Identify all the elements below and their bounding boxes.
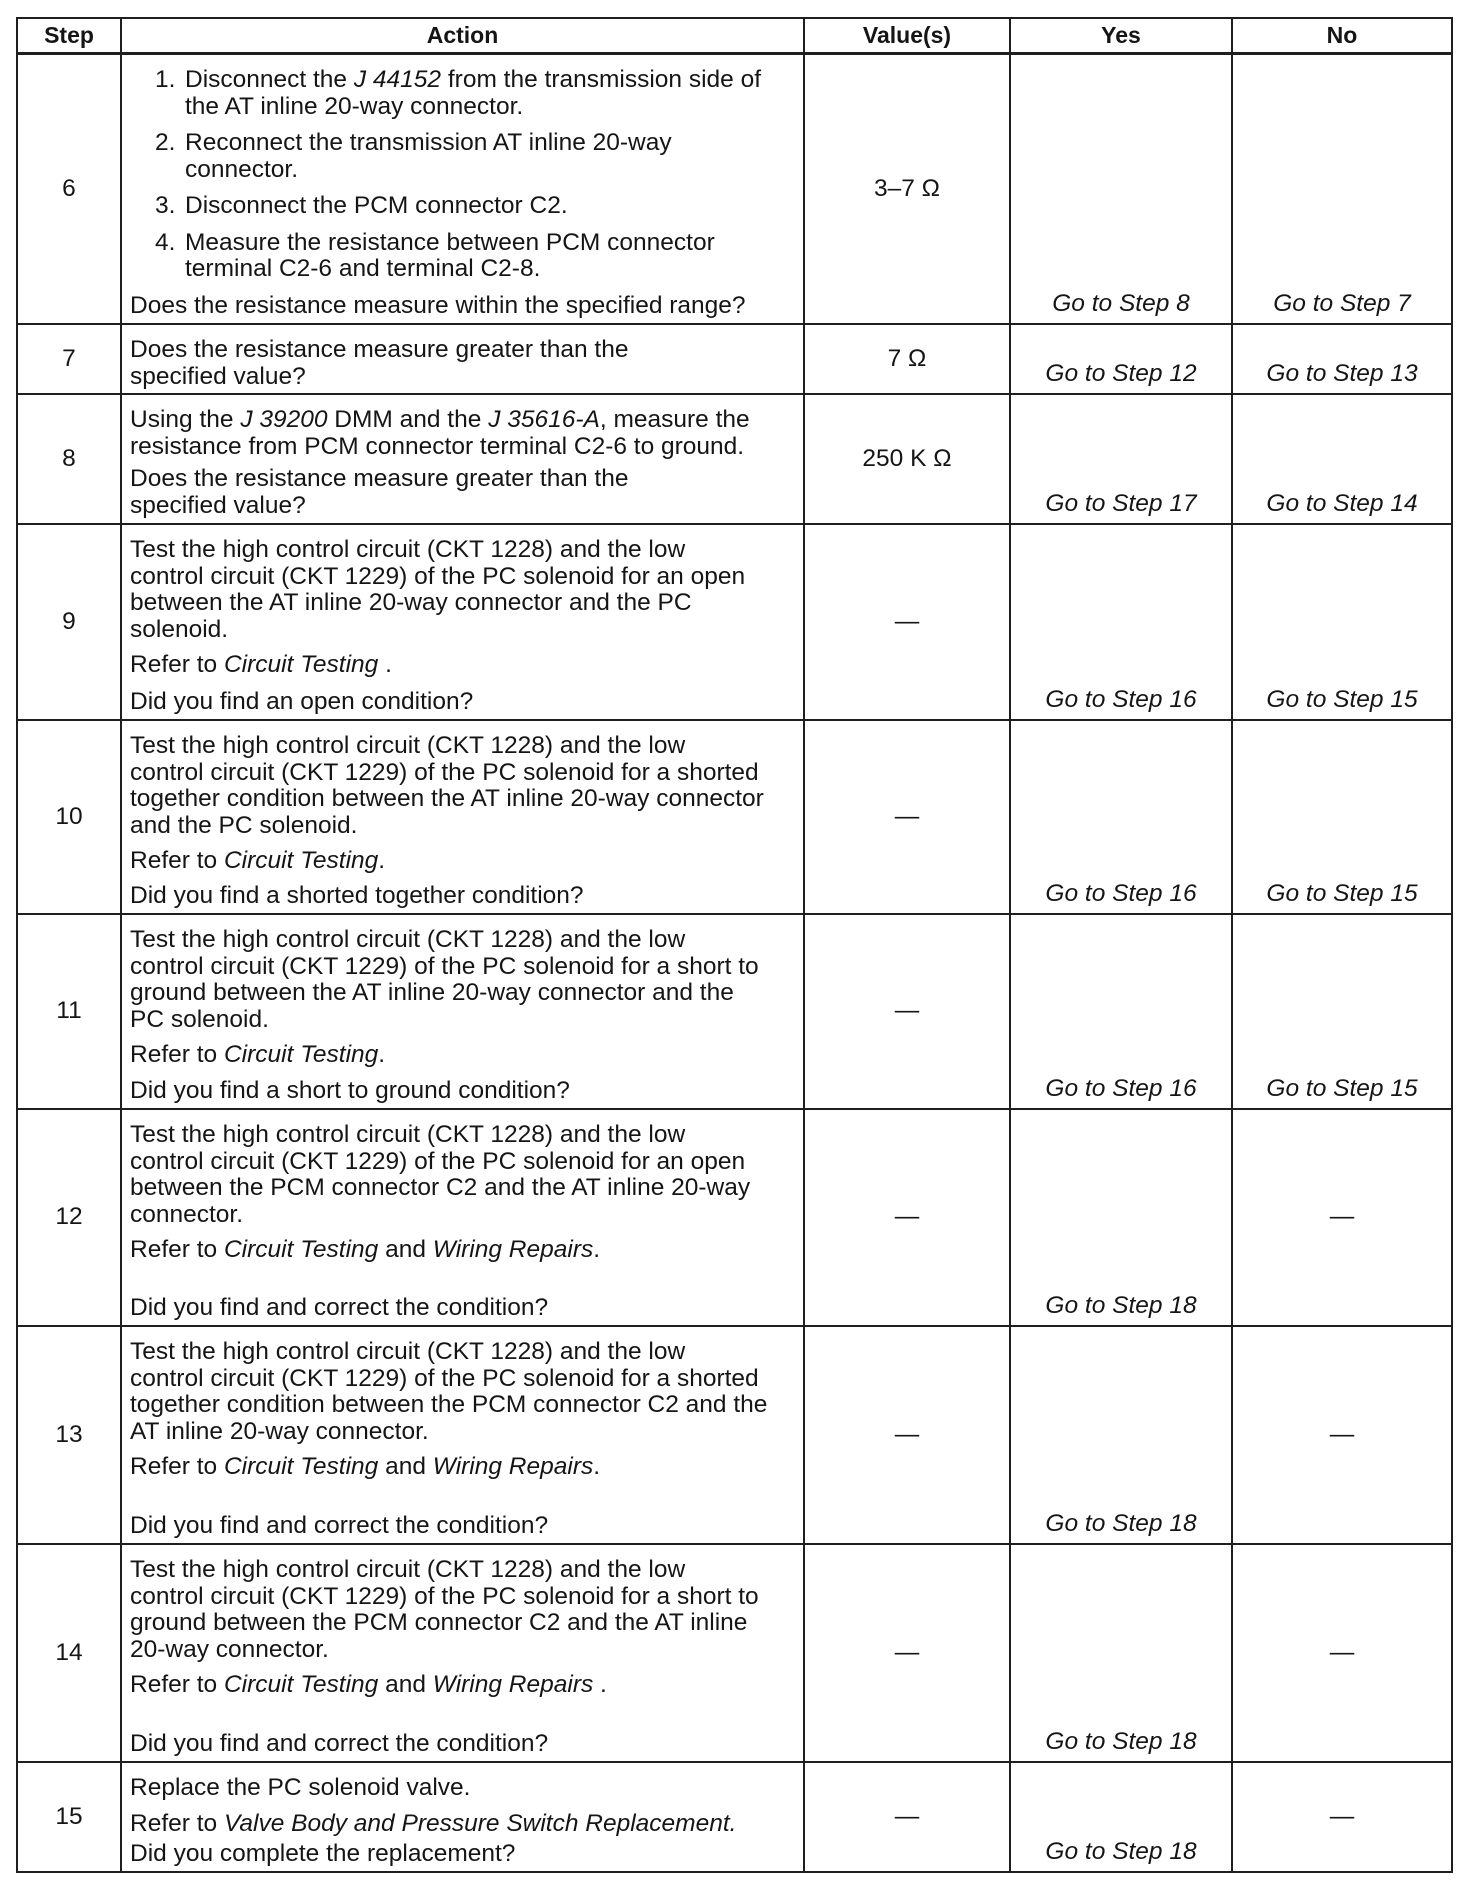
action-text xyxy=(130,536,745,643)
value-text: — xyxy=(894,1638,920,1666)
no-cell xyxy=(1233,1327,1451,1543)
action-text xyxy=(130,1671,607,1698)
action-question: Did you find and correct the condition? xyxy=(130,1511,549,1539)
text-segment: Measure the resistance between PCM connector terminal C2-6 and terminal C2-8. xyxy=(185,228,715,282)
value-cell xyxy=(805,525,1011,719)
table-row xyxy=(18,915,1451,1110)
action-text xyxy=(130,1338,767,1445)
no-cell xyxy=(1233,395,1451,523)
action-text xyxy=(185,193,797,220)
yes-cell xyxy=(1011,915,1233,1108)
yes-result: Go to Step 16 xyxy=(1045,685,1197,713)
yes-result: Go to Step 18 xyxy=(1045,1837,1197,1865)
action-question: Does the resistance measure greater than the specified value? xyxy=(130,465,629,519)
no-result: Go to Step 15 xyxy=(1266,685,1418,713)
value-text: — xyxy=(894,1420,920,1448)
action-cell xyxy=(122,325,805,393)
no-result: — xyxy=(1329,1420,1355,1448)
text-segment: from the transmission side of the AT inline 20-way connector. xyxy=(185,66,762,120)
text-segment: DMM and the xyxy=(327,406,489,433)
action-question: Did you complete the replacement? xyxy=(130,1839,516,1867)
text-segment: Using the xyxy=(130,406,241,433)
text-segment: Test the high control circuit (CKT 1228) and the low control circuit (CKT 1229) of the PC solenoid for a short to ground between the AT inline 20-way connector and the PC solenoid. xyxy=(130,926,759,1033)
table-row xyxy=(18,1110,1451,1327)
table-row xyxy=(18,1327,1451,1545)
action-text xyxy=(130,406,750,460)
value-cell xyxy=(805,1763,1011,1871)
action-cell xyxy=(122,55,805,323)
yes-result: Go to Step 12 xyxy=(1045,359,1197,387)
italic-reference: Circuit Testing xyxy=(223,651,379,678)
value-cell xyxy=(805,55,1011,323)
header-action: Action xyxy=(122,19,805,52)
action-text xyxy=(185,130,797,183)
header-values: Value(s) xyxy=(805,19,1011,52)
table-row xyxy=(18,525,1451,721)
table-header-row xyxy=(18,19,1451,55)
text-segment: Refer to xyxy=(130,1041,224,1068)
text-segment: Refer to xyxy=(130,651,224,678)
yes-result: Go to Step 8 xyxy=(1052,289,1190,317)
value-cell xyxy=(805,325,1011,393)
no-cell xyxy=(1233,525,1451,719)
action-text xyxy=(130,1556,759,1663)
action-paragraph xyxy=(130,733,797,839)
italic-reference: Wiring Repairs xyxy=(432,1236,594,1263)
value-text: — xyxy=(894,997,920,1025)
action-paragraph xyxy=(130,1339,797,1445)
italic-reference: J 39200 xyxy=(240,406,328,433)
yes-cell xyxy=(1011,1327,1233,1543)
action-text xyxy=(130,1041,385,1068)
italic-reference: Circuit Testing xyxy=(223,1453,379,1480)
step-number: 8 xyxy=(62,444,76,472)
action-text xyxy=(130,1236,600,1263)
action-cell xyxy=(122,1327,805,1543)
text-segment: Reconnect the transmission AT inline 20-way connector. xyxy=(185,129,672,183)
no-cell xyxy=(1233,1763,1451,1871)
step-number: 15 xyxy=(55,1802,83,1830)
action-paragraph xyxy=(130,1557,797,1663)
action-text xyxy=(130,732,764,839)
action-text xyxy=(130,1453,600,1480)
table-row xyxy=(18,55,1451,325)
table-row xyxy=(18,395,1451,525)
list-number: 4. xyxy=(155,228,176,256)
action-cell xyxy=(122,915,805,1108)
action-text xyxy=(130,847,385,874)
action-paragraph xyxy=(130,1672,797,1699)
action-text xyxy=(130,926,759,1033)
no-cell xyxy=(1233,55,1451,323)
value-text: 250 K Ω xyxy=(862,444,952,472)
value-text: — xyxy=(894,1203,920,1231)
yes-cell xyxy=(1011,721,1233,913)
text-segment: Refer to xyxy=(130,847,224,874)
yes-result: Go to Step 16 xyxy=(1045,879,1197,907)
text-segment: , measure the resistance from PCM connector terminal C2-6 to ground. xyxy=(130,406,750,460)
action-cell xyxy=(122,1545,805,1761)
header-no: No xyxy=(1326,22,1358,49)
text-segment: . xyxy=(593,1671,607,1698)
header-step: Step xyxy=(18,19,122,52)
action-question: Did you find a shorted together condition? xyxy=(130,881,584,909)
action-cell xyxy=(122,1763,805,1871)
table-row xyxy=(18,1545,1451,1763)
no-result: Go to Step 15 xyxy=(1266,879,1418,907)
italic-reference: Circuit Testing xyxy=(223,1041,379,1068)
text-segment: . xyxy=(593,1236,601,1263)
action-text xyxy=(185,230,797,283)
yes-result: Go to Step 18 xyxy=(1045,1509,1197,1537)
action-paragraph xyxy=(130,407,797,460)
text-segment: Test the high control circuit (CKT 1228) and the low control circuit (CKT 1229) of the PC solenoid for a short to ground between the PCM connector C2 and the AT inline 20-way connector. xyxy=(130,1556,759,1663)
text-segment: Disconnect the PCM connector C2. xyxy=(185,192,568,219)
text-segment: . xyxy=(593,1453,601,1480)
yes-cell xyxy=(1011,1763,1233,1871)
text-segment: Test the high control circuit (CKT 1228) and the low control circuit (CKT 1229) of the PC solenoid for an open between the PCM connector C2 and the AT inline 20-way connector. xyxy=(130,1121,751,1228)
yes-result: Go to Step 18 xyxy=(1045,1727,1197,1755)
action-cell xyxy=(122,395,805,523)
action-paragraph xyxy=(130,1237,797,1264)
step-number: 7 xyxy=(62,344,76,372)
no-cell xyxy=(1233,915,1451,1108)
action-cell xyxy=(122,1110,805,1325)
yes-result: Go to Step 17 xyxy=(1045,489,1197,517)
yes-cell xyxy=(1011,395,1233,523)
text-segment: Test the high control circuit (CKT 1228) and the low control circuit (CKT 1229) of the PC solenoid for a shorted together condition between the AT inline 20-way connector and the PC solenoid. xyxy=(130,732,764,839)
italic-reference: J 35616-A xyxy=(488,406,600,433)
text-segment: Refer to xyxy=(130,1453,224,1480)
no-result: Go to Step 7 xyxy=(1273,289,1411,317)
no-result: — xyxy=(1329,1203,1355,1231)
header-yes: Yes xyxy=(1011,19,1233,52)
action-paragraph xyxy=(130,927,797,1033)
action-paragraph xyxy=(130,848,797,875)
value-cell xyxy=(805,395,1011,523)
no-result: — xyxy=(1329,1638,1355,1666)
step-number: 13 xyxy=(55,1420,83,1448)
step-cell xyxy=(18,325,122,393)
value-text: — xyxy=(894,1802,920,1830)
action-list-item xyxy=(130,130,797,183)
text-segment: . xyxy=(378,1041,386,1068)
text-segment: and xyxy=(378,1453,433,1480)
action-question: Did you find a short to ground condition? xyxy=(130,1076,570,1104)
no-cell xyxy=(1233,325,1451,393)
step-number: 11 xyxy=(56,997,82,1025)
action-text xyxy=(185,67,797,120)
text-segment: and xyxy=(378,1236,433,1263)
italic-reference: Wiring Repairs xyxy=(432,1671,594,1698)
table-row xyxy=(18,1763,1451,1873)
action-paragraph xyxy=(130,1454,797,1481)
italic-reference: Circuit Testing xyxy=(223,1671,379,1698)
table-row xyxy=(18,325,1451,395)
list-number: 3. xyxy=(155,192,176,219)
action-paragraph xyxy=(130,1042,797,1069)
text-segment: Test the high control circuit (CKT 1228) and the low control circuit (CKT 1229) of the PC solenoid for an open between the AT inline 20-way connector and the PC solenoid. xyxy=(130,536,746,643)
action-paragraph xyxy=(130,652,797,679)
step-cell xyxy=(18,1545,122,1761)
no-result: Go to Step 14 xyxy=(1266,489,1418,517)
step-number: 12 xyxy=(55,1203,83,1231)
step-cell xyxy=(18,721,122,913)
action-paragraph xyxy=(130,1811,797,1838)
yes-result: Go to Step 18 xyxy=(1045,1291,1197,1319)
step-number: 9 xyxy=(62,607,76,635)
table-row xyxy=(18,721,1451,915)
step-number: 14 xyxy=(55,1638,83,1666)
text-segment: Disconnect the xyxy=(185,66,354,93)
no-result: Go to Step 15 xyxy=(1266,1074,1418,1102)
action-question: Does the resistance measure within the specified range? xyxy=(130,291,746,319)
action-list-item xyxy=(130,67,797,120)
value-cell xyxy=(805,1110,1011,1325)
diagnostic-table xyxy=(16,17,1453,1873)
yes-cell xyxy=(1011,55,1233,323)
step-cell xyxy=(18,915,122,1108)
action-text xyxy=(130,1810,736,1837)
value-cell xyxy=(805,1545,1011,1761)
text-segment: Replace the PC solenoid valve. xyxy=(130,1774,471,1801)
yes-cell xyxy=(1011,1545,1233,1761)
no-result: — xyxy=(1329,1802,1355,1830)
action-question: Did you find and correct the condition? xyxy=(130,1729,549,1757)
value-text: 3–7 Ω xyxy=(874,174,940,202)
value-cell xyxy=(805,915,1011,1108)
action-text xyxy=(130,1121,750,1228)
action-question: Did you find an open condition? xyxy=(130,687,474,715)
step-cell xyxy=(18,525,122,719)
yes-cell xyxy=(1011,525,1233,719)
no-cell xyxy=(1233,1545,1451,1761)
action-paragraph xyxy=(130,537,797,643)
value-text: — xyxy=(894,802,920,830)
yes-result: Go to Step 16 xyxy=(1045,1074,1197,1102)
step-cell xyxy=(18,1327,122,1543)
list-number: 1. xyxy=(155,66,176,93)
step-cell xyxy=(18,395,122,523)
italic-reference: Valve Body and Pressure Switch Replacement. xyxy=(223,1809,737,1837)
action-list-item xyxy=(130,193,797,220)
yes-cell xyxy=(1011,1110,1233,1325)
text-segment: Refer to xyxy=(130,1236,224,1263)
action-question: Does the resistance measure greater than the specified value? xyxy=(130,336,629,390)
text-segment: Refer to xyxy=(130,1809,224,1837)
value-cell xyxy=(805,721,1011,913)
no-cell xyxy=(1233,721,1451,913)
list-number: 2. xyxy=(155,129,176,156)
action-list-item xyxy=(130,230,797,283)
value-cell xyxy=(805,1327,1011,1543)
no-cell xyxy=(1233,1110,1451,1325)
yes-cell xyxy=(1011,325,1233,393)
step-cell xyxy=(18,55,122,323)
text-segment: . xyxy=(378,651,392,678)
italic-reference: J 44152 xyxy=(353,66,442,93)
step-cell xyxy=(18,1110,122,1325)
italic-reference: Wiring Repairs xyxy=(432,1453,594,1480)
text-segment: Test the high control circuit (CKT 1228) and the low control circuit (CKT 1229) of the PC solenoid for a shorted together condition between the PCM connector C2 and the AT inline 20-way connector. xyxy=(130,1338,768,1445)
italic-reference: Circuit Testing xyxy=(223,1236,379,1263)
action-question: Did you find and correct the condition? xyxy=(130,1293,549,1321)
action-text xyxy=(130,1774,470,1801)
text-segment: . xyxy=(378,847,386,874)
action-cell xyxy=(122,525,805,719)
step-cell xyxy=(18,1763,122,1871)
no-result: Go to Step 13 xyxy=(1266,359,1418,387)
italic-reference: Circuit Testing xyxy=(223,847,379,874)
text-segment: and xyxy=(378,1671,433,1698)
text-segment: Refer to xyxy=(130,1671,224,1698)
value-text: 7 Ω xyxy=(887,344,927,372)
step-number: 6 xyxy=(62,174,76,202)
action-cell xyxy=(122,721,805,913)
value-text: — xyxy=(894,607,920,635)
action-text xyxy=(130,651,392,678)
step-number: 10 xyxy=(55,802,83,830)
action-paragraph xyxy=(130,1122,797,1228)
action-paragraph xyxy=(130,1775,797,1802)
